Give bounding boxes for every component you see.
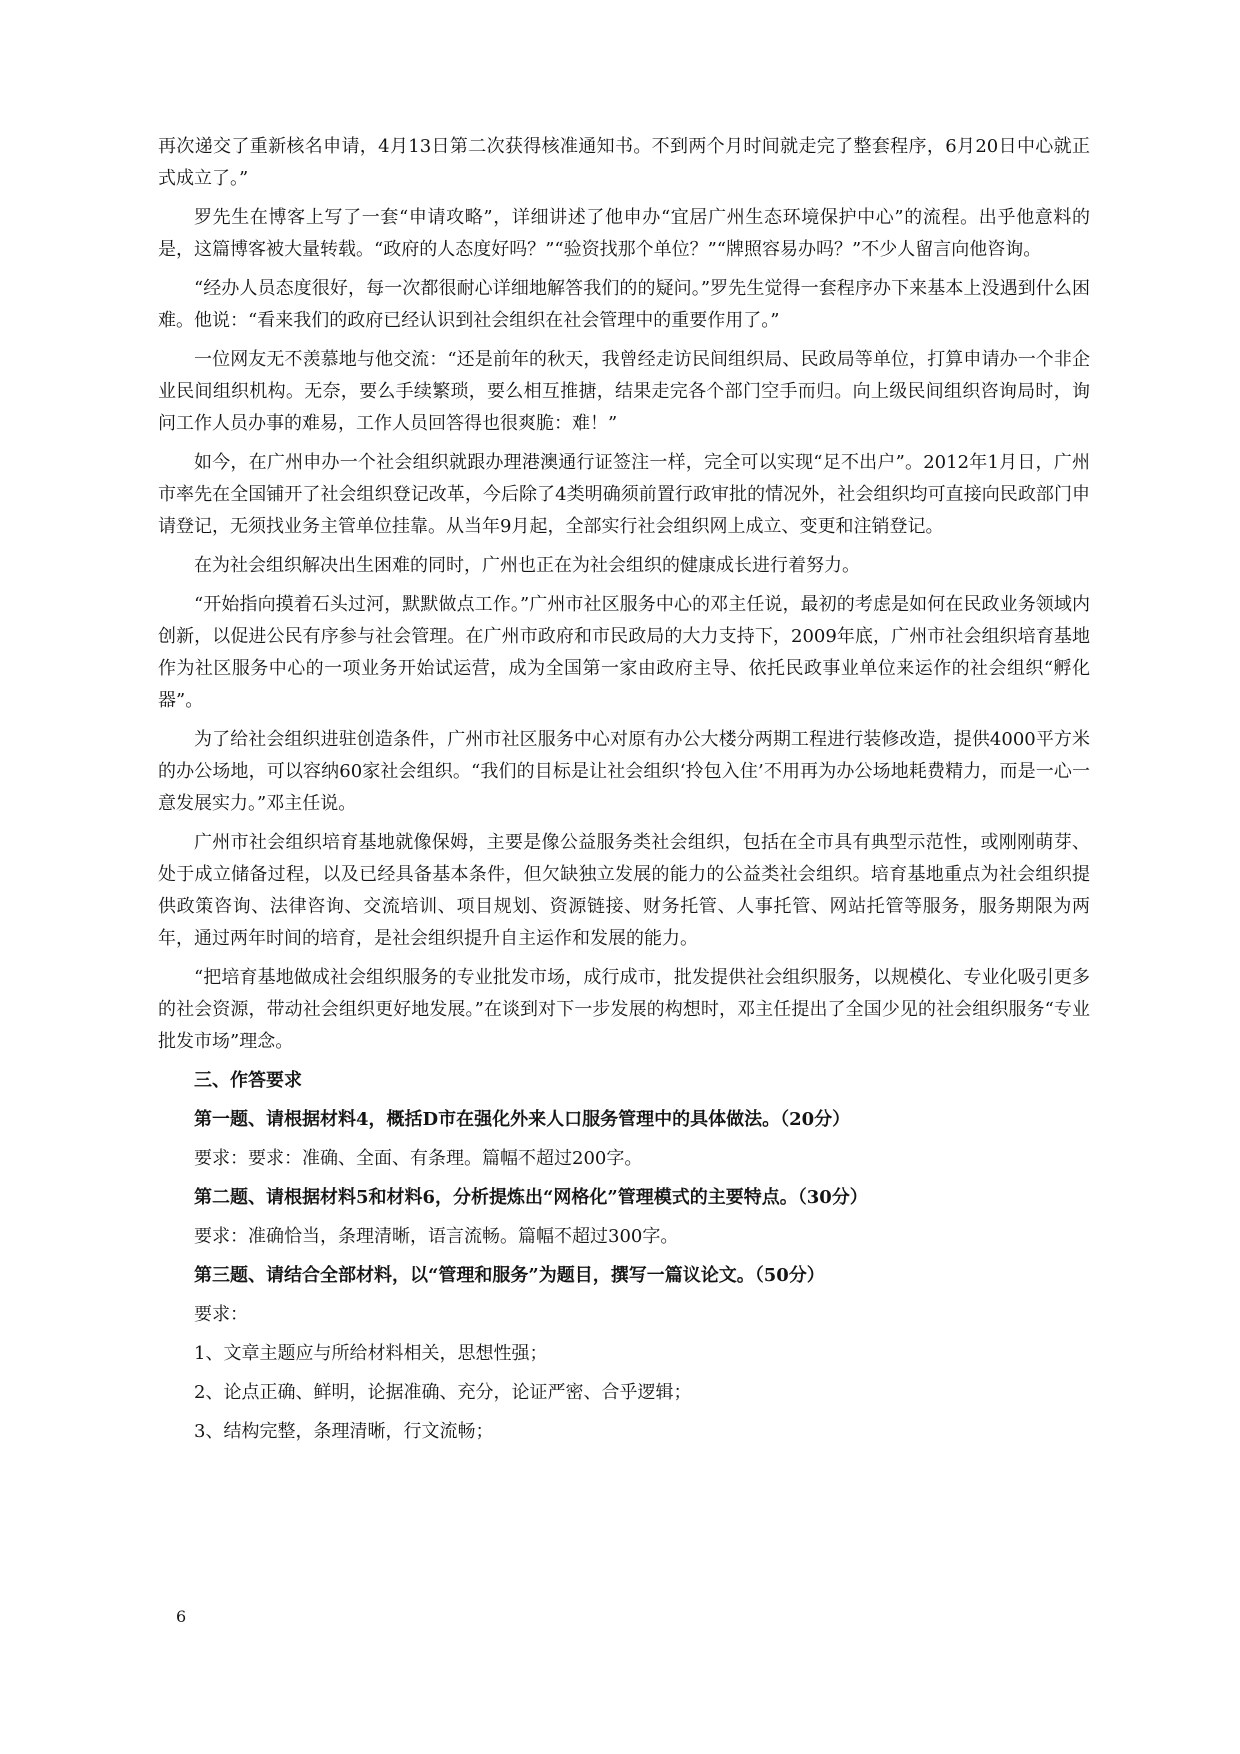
paragraph: “把培育基地做成社会组织服务的专业批发市场，成行成市，批发提供社会组织服务，以规模化、专业化吸引更多的社会资源，带动社会组织更好地发展。”在谈到对下一步发展的构想时，邓主任提出了全国少见的社会组织服务“专业批发市场”理念。 xyxy=(158,967,1090,1052)
essay-requirement-item: 2、论点正确、鲜明，论据准确、充分，论证严密、合乎逻辑； xyxy=(194,1382,692,1403)
essay-requirement-item: 1、文章主题应与所给材料相关，思想性强； xyxy=(194,1343,548,1364)
paragraph: 一位网友无不羡慕地与他交流：“还是前年的秋天，我曾经走访民间组织局、民政局等单位，打算申请办一个非企业民间组织机构。无奈，要么手续繁琐，要么相互推搪，结果走完各个部门空手而归。向上级民间组织咨询局时，询问工作人员办事的难易，工作人员回答得也很爽脆：难！” xyxy=(158,349,1090,434)
question-1-requirement: 要求：要求：准确、全面、有条理。篇幅不超过200字。 xyxy=(194,1148,643,1169)
paragraph: 为了给社会组织进驻创造条件，广州市社区服务中心对原有办公大楼分两期工程进行装修改造，提供4000平方米的办公场地，可以容纳60家社会组织。“我们的目标是让社会组织‘拎包入住’不用再为办公场地耗费精力，而是一心一意发展实力。”邓主任说。 xyxy=(158,729,1090,814)
paragraph: “经办人员态度很好，每一次都很耐心详细地解答我们的的疑问。”罗先生觉得一套程序办下来基本上没遇到什么困难。他说：“看来我们的政府已经认识到社会组织在社会管理中的重要作用了。” xyxy=(158,278,1090,331)
question-1-title: 第一题、请根据材料4，概括D市在强化外来人口服务管理中的具体做法。（20分） xyxy=(194,1109,851,1130)
question-2-requirement: 要求：准确恰当，条理清晰，语言流畅。篇幅不超过300字。 xyxy=(194,1226,679,1247)
essay-requirement-item: 3、结构完整，条理清晰，行文流畅； xyxy=(194,1421,494,1442)
question-3-title: 第三题、请结合全部材料，以“管理和服务”为题目，撰写一篇议论文。（50分） xyxy=(194,1265,825,1286)
section-heading: 三、作答要求 xyxy=(194,1070,302,1091)
question-2-title: 第二题、请根据材料5和材料6，分析提炼出“网格化”管理模式的主要特点。（30分） xyxy=(194,1187,868,1208)
paragraph: 如今，在广州申办一个社会组织就跟办理港澳通行证签注一样，完全可以实现“足不出户”。2012年1月日，广州市率先在全国铺开了社会组织登记改革，今后除了4类明确须前置行政审批的情况外，社会组织均可直接向民政部门申请登记，无须找业务主管单位挂靠。从当年9月起，全部实行社会组织网上成立、变更和注销登记。 xyxy=(158,452,1090,537)
page-number: 6 xyxy=(176,1607,187,1626)
paragraph: “开始指向摸着石头过河，默默做点工作。”广州市社区服务中心的邓主任说，最初的考虑是如何在民政业务领域内创新，以促进公民有序参与社会管理。在广州市政府和市民政局的大力支持下，2009年底，广州市社会组织培育基地作为社区服务中心的一项业务开始试运营，成为全国第一家由政府主导、依托民政事业单位来运作的社会组织“孵化器”。 xyxy=(158,594,1090,711)
page-body xyxy=(158,131,1090,1455)
paragraph: 在为社会组织解决出生困难的同时，广州也正在为社会组织的健康成长进行着努力。 xyxy=(194,555,860,576)
paragraph: 罗先生在博客上写了一套“申请攻略”，详细讲述了他申办“宜居广州生态环境保护中心”的流程。出乎他意料的是，这篇博客被大量转载。“政府的人态度好吗？”“验资找那个单位？”“牌照容易办吗？”不少人留言向他咨询。 xyxy=(158,207,1090,260)
question-3-requirement: 要求： xyxy=(194,1304,248,1325)
paragraph-continued: 再次递交了重新核名申请，4月13日第二次获得核准通知书。不到两个月时间就走完了整套程序，6月20日中心就正式成立了。” xyxy=(158,136,1090,189)
paragraph: 广州市社会组织培育基地就像保姆，主要是像公益服务类社会组织，包括在全市具有典型示范性，或刚刚萌芽、处于成立储备过程，以及已经具备基本条件，但欠缺独立发展的能力的公益类社会组织。培育基地重点为社会组织提供政策咨询、法律咨询、交流培训、项目规划、资源链接、财务托管、人事托管、网站托管等服务，服务期限为两年，通过两年时间的培育，是社会组织提升自主运作和发展的能力。 xyxy=(158,832,1090,949)
